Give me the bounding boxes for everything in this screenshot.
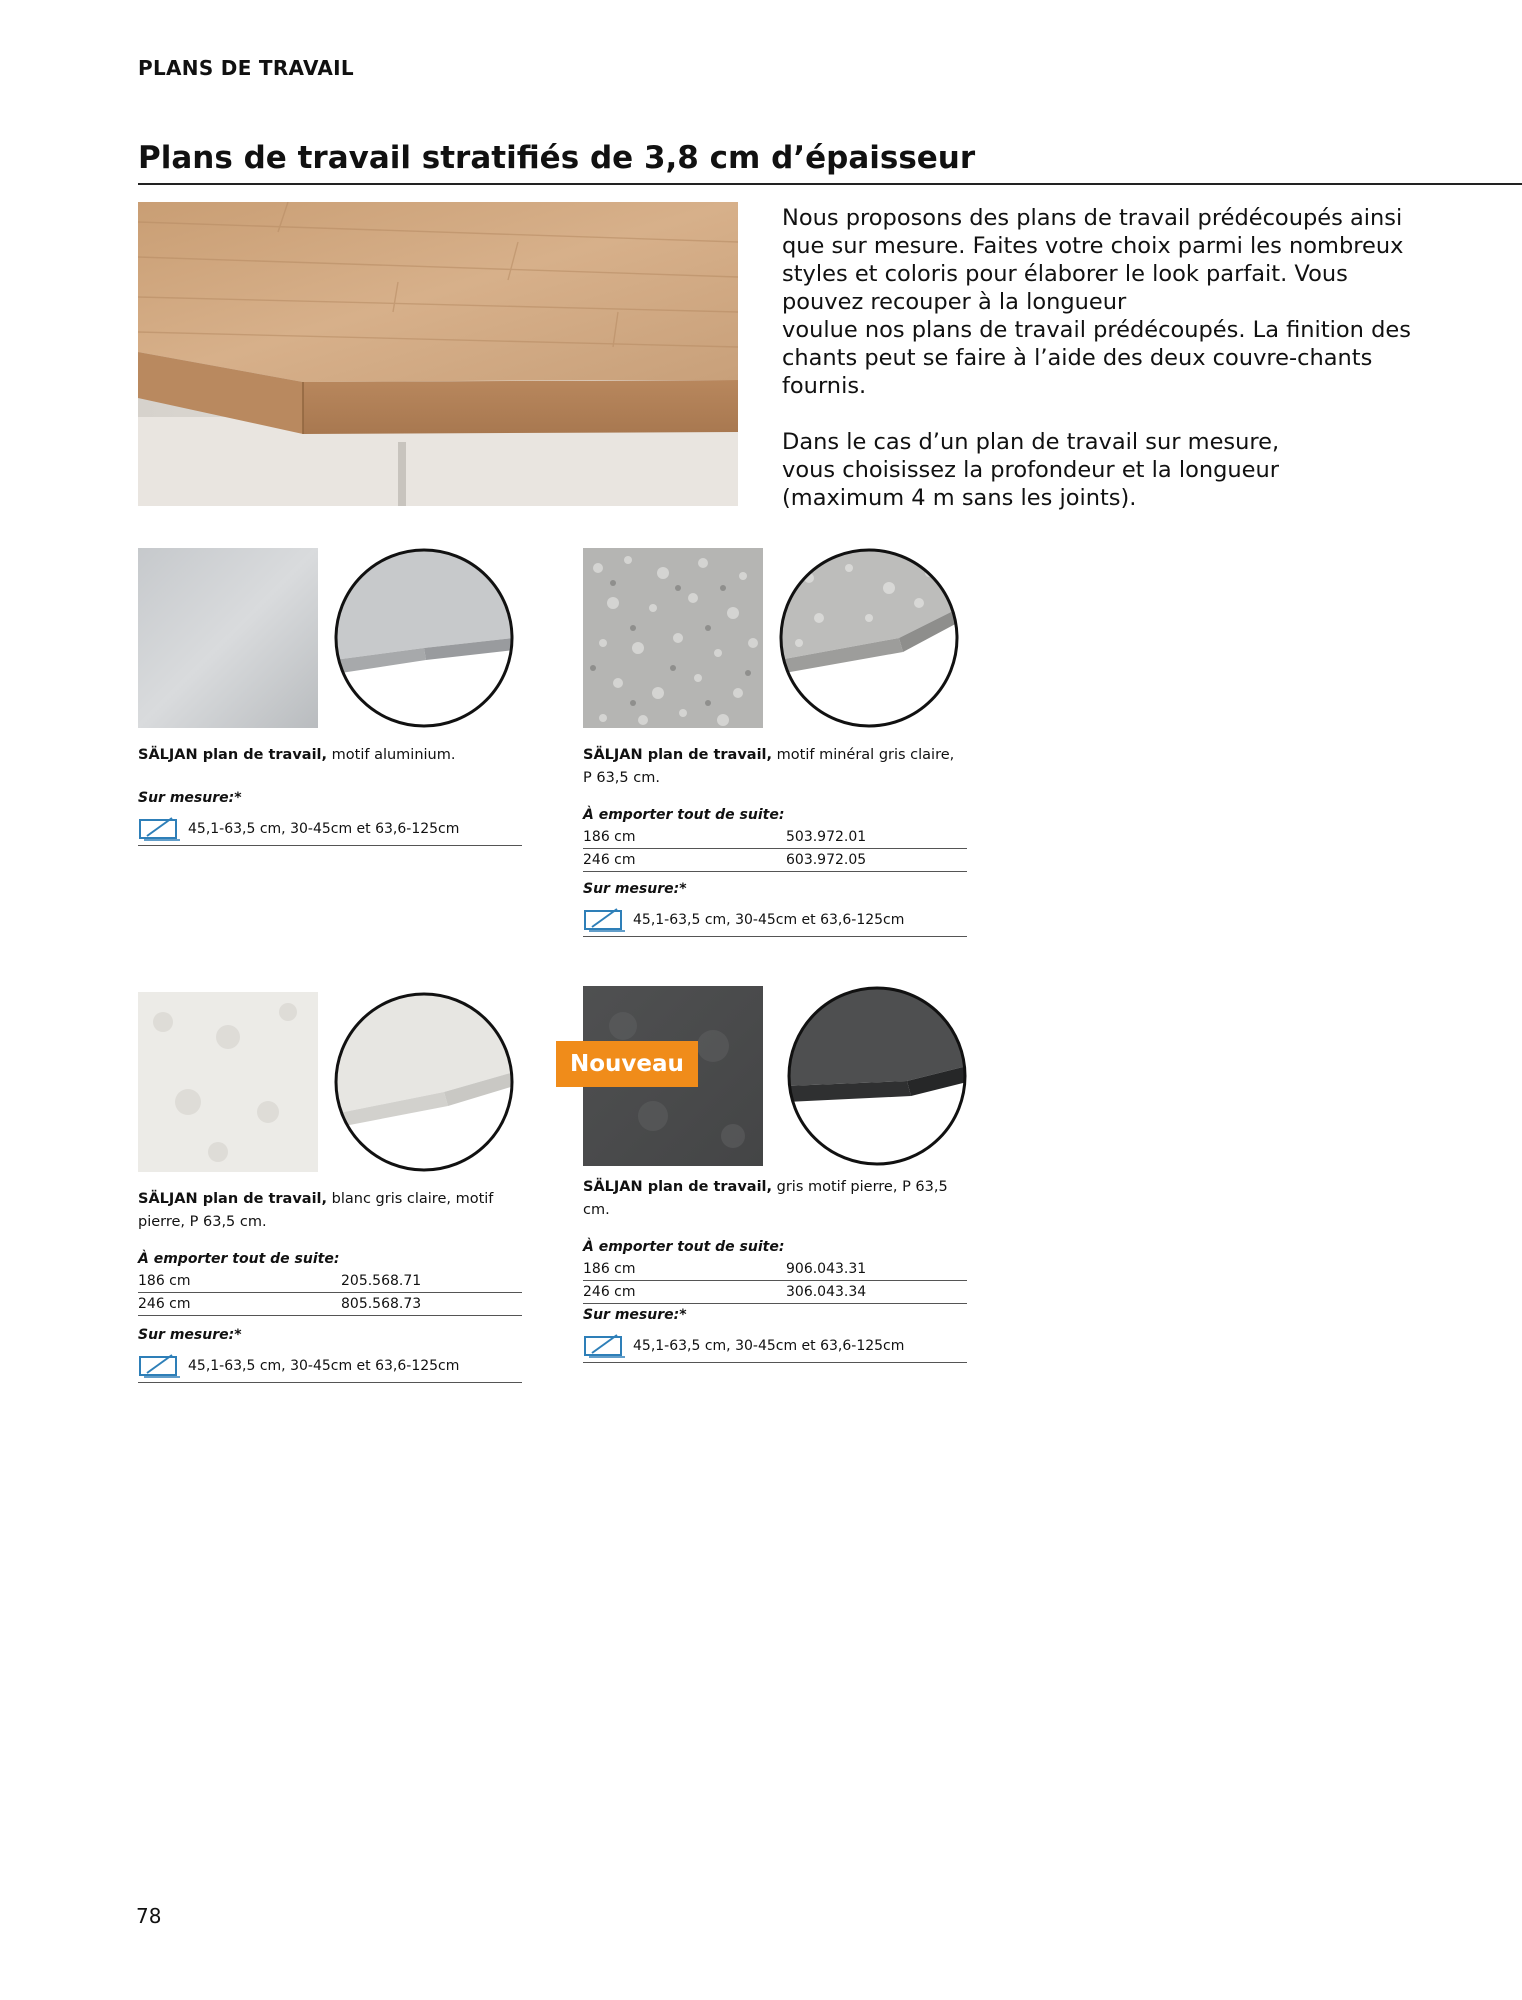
page-number: 78	[136, 1904, 162, 1928]
intro-text	[782, 204, 1482, 540]
row-size: 246 cm	[583, 852, 636, 868]
row-reference: 805.568.73	[341, 1296, 422, 1312]
edge-detail-aluminium	[334, 548, 514, 728]
row-size: 186 cm	[138, 1273, 191, 1289]
edge-detail-grey-stone	[787, 986, 967, 1166]
edge-detail-mineral-light-grey	[779, 548, 959, 728]
sur-mesure-row	[583, 904, 967, 937]
sur-mesure-dimensions: 45,1-63,5 cm, 30-45cm et 63,6-125cm	[633, 1337, 905, 1354]
sur-mesure-row	[583, 1330, 967, 1363]
section-label: PLANS DE TRAVAIL	[138, 56, 354, 80]
swatch-mineral-light-grey	[583, 548, 763, 728]
table-row	[583, 849, 967, 872]
row-size: 246 cm	[583, 1284, 636, 1300]
product-description	[138, 744, 522, 767]
table-row	[583, 1281, 967, 1304]
sur-mesure-dimensions: 45,1-63,5 cm, 30-45cm et 63,6-125cm	[633, 911, 905, 928]
custom-measure-icon	[138, 816, 182, 842]
row-reference: 205.568.71	[341, 1273, 422, 1289]
swatch-white-stone	[138, 992, 318, 1172]
product-name: SÄLJAN plan de travail,	[138, 1191, 328, 1207]
custom-measure-icon	[138, 1353, 182, 1379]
row-reference: 503.972.01	[786, 829, 867, 845]
row-size: 186 cm	[583, 1261, 636, 1277]
hero-worktop-photo	[138, 202, 738, 506]
row-reference: 603.972.05	[786, 852, 867, 868]
sur-mesure-row	[138, 813, 522, 846]
row-size: 186 cm	[583, 829, 636, 845]
intro-paragraph: Dans le cas d’un plan de travail sur mesure, vous choisissez la profondeur et la longueur (maximum 4 m sans les joints).	[782, 429, 1280, 511]
table-row	[138, 1270, 522, 1293]
table-row	[138, 1293, 522, 1316]
sur-mesure-row	[138, 1350, 522, 1383]
product-description	[138, 1188, 522, 1234]
product-description	[583, 744, 967, 790]
sur-mesure-label: Sur mesure:*	[138, 1327, 242, 1343]
table-row	[583, 1258, 967, 1281]
row-size: 246 cm	[138, 1296, 191, 1312]
title-divider	[138, 183, 1522, 185]
sur-mesure-dimensions: 45,1-63,5 cm, 30-45cm et 63,6-125cm	[188, 1357, 460, 1374]
new-badge: Nouveau	[556, 1041, 698, 1087]
row-reference: 306.043.34	[786, 1284, 867, 1300]
page-title: Plans de travail stratifiés de 3,8 cm d’épaisseur	[138, 140, 976, 176]
emporter-label: À emporter tout de suite:	[138, 1251, 340, 1267]
product-details: motif aluminium.	[331, 747, 456, 763]
custom-measure-icon	[583, 1333, 627, 1359]
product-name: SÄLJAN plan de travail,	[583, 747, 773, 763]
product-description	[583, 1176, 967, 1222]
sur-mesure-dimensions: 45,1-63,5 cm, 30-45cm et 63,6-125cm	[188, 820, 460, 837]
product-name: SÄLJAN plan de travail,	[138, 747, 328, 763]
product-details: gris motif pierre, P 63,5 cm.	[583, 1179, 948, 1218]
product-name: SÄLJAN plan de travail,	[583, 1179, 773, 1195]
table-row	[583, 826, 967, 849]
emporter-label: À emporter tout de suite:	[583, 807, 785, 823]
product-details: motif minéral gris claire, P 63,5 cm.	[583, 747, 955, 786]
intro-paragraph: Nous proposons des plans de travail prédécoupés ainsi que sur mesure. Faites votre choix parmi les nombreux styles et coloris pour élaborer le look parfait. Vous pouvez recouper à la longueur voulue nos plans de travail prédécoupés. La finition des chants peut se faire à l’aide des deux couvre-chants fournis.	[782, 205, 1411, 399]
emporter-label: À emporter tout de suite:	[583, 1239, 785, 1255]
row-reference: 906.043.31	[786, 1261, 867, 1277]
sur-mesure-label: Sur mesure:*	[583, 1307, 687, 1323]
product-details: blanc gris claire, motif pierre, P 63,5 cm.	[138, 1191, 494, 1230]
swatch-aluminium	[138, 548, 318, 728]
sur-mesure-label: Sur mesure:*	[583, 881, 687, 897]
sur-mesure-label: Sur mesure:*	[138, 790, 242, 806]
custom-measure-icon	[583, 907, 627, 933]
edge-detail-white-stone	[334, 992, 514, 1172]
